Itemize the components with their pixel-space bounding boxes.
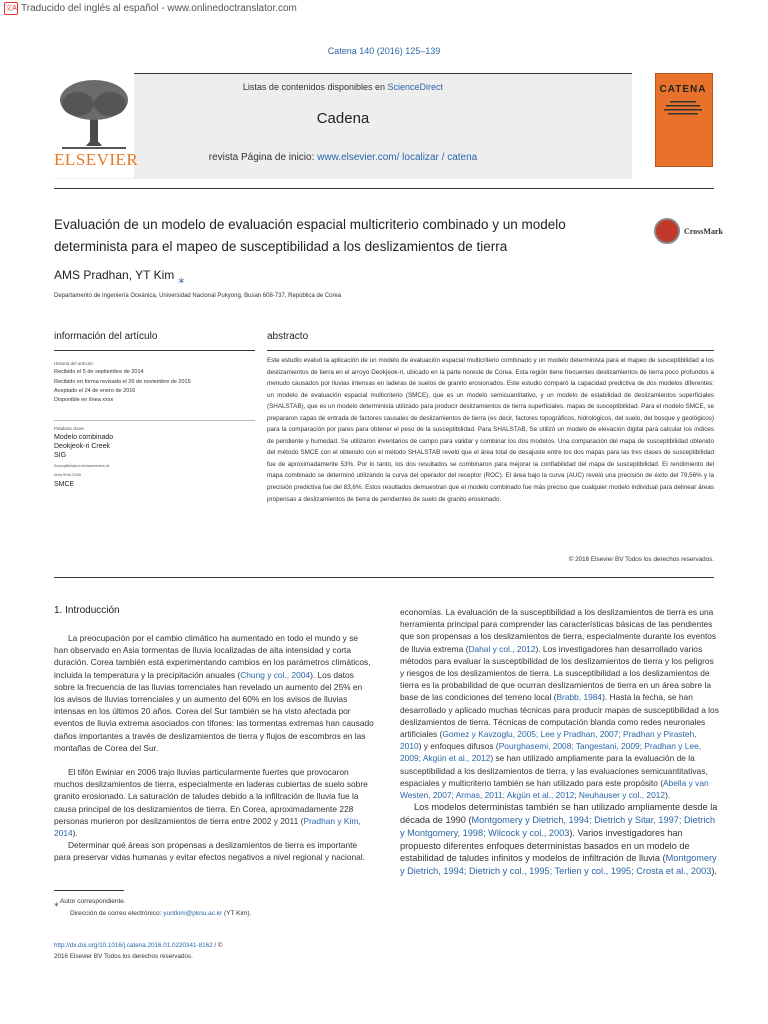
- email-prefix: Dirección de correo electrónico:: [70, 910, 164, 917]
- abstract-heading: abstracto: [267, 331, 309, 342]
- citation-link[interactable]: Chung y col., 2004: [240, 669, 311, 680]
- journal-name: Cadena: [316, 110, 370, 127]
- paragraph: [400, 606, 720, 801]
- history-received: Recibido el 5 de septiembre de 2014: [54, 369, 144, 376]
- history-revised: Recibido en forma revisada el 26 de noviembre de 2015: [54, 378, 191, 385]
- author-names: AMS Pradhan, YT Kim: [54, 268, 175, 282]
- text-run: ). Hasta la fecha, se han desarrollado y aplicado muchas técnicas para producir mapas de susceptibilidad a los deslizamientos de tierra. Técnicas de computación blanda como redes neuronales artificiales (: [400, 692, 719, 740]
- keyword-note-2: tierra SHALSTAB: [54, 473, 81, 477]
- keywords-label: Palabras clave:: [54, 426, 85, 431]
- history-label: Historia del artículo:: [54, 361, 94, 366]
- keyword-note: Susceptibilidad a deslizamientos de: [54, 464, 110, 468]
- crossmark-label: CrossMark: [684, 226, 723, 236]
- paragraph: [54, 766, 374, 839]
- text-run: ) y enfoques difusos (: [418, 741, 499, 752]
- body-column-left: [54, 632, 374, 864]
- sciencedirect-link[interactable]: ScienceDirect: [387, 82, 444, 92]
- translator-bar[interactable]: [0, 0, 297, 16]
- footnote-divider: [54, 890, 124, 891]
- translator-bar-text: Traducido del inglés al español - www.onlinedoctranslator.com: [21, 2, 297, 14]
- corresponding-author-mark[interactable]: ⁎: [178, 272, 185, 286]
- body-divider: [54, 577, 714, 578]
- contents-prefix: Listas de contenidos disponibles en: [242, 82, 388, 92]
- article-history: [54, 359, 191, 405]
- introduction-heading: 1. Introducción: [54, 605, 120, 616]
- citation-link[interactable]: Pradhan y Kim, 2014: [54, 815, 361, 839]
- text-run: Los modelos deterministas también se han utilizado ampliamente desde la década de 1990 (: [400, 802, 718, 826]
- translate-icon: 文A: [4, 2, 18, 15]
- text-run: ). Varios investigadores han propuesto diferentes enfoques deterministas basados en un modelo de estabilidad de taludes infinitos y modelos de infiltración de lluvia (: [400, 827, 690, 864]
- keyword-item: Deokjeok-ri Creek: [54, 443, 111, 450]
- email-suffix: (YT Kim).: [222, 910, 252, 917]
- journal-reference[interactable]: Catena 140 (2016) 125–139: [327, 46, 441, 56]
- abstract-copyright: © 2016 Elsevier BV Todos los derechos reservados.: [568, 556, 714, 563]
- crossmark-icon: [654, 218, 680, 244]
- abstract-divider: [267, 350, 714, 351]
- homepage-link[interactable]: www.elsevier.com/ localizar / catena: [317, 152, 478, 163]
- article-info-heading: información del artículo: [54, 331, 158, 342]
- citation-link[interactable]: Montgomery y Dietrich, 1994; Dietrich y col., 1995; Terlien y col., 1995; Crosta et al., 2003: [400, 853, 717, 877]
- footnote: [54, 894, 251, 920]
- history-accepted: Aceptado el 24 de enero de 2016: [54, 387, 136, 394]
- header-divider: [54, 188, 714, 189]
- keywords: [54, 424, 113, 489]
- homepage-prefix: revista Página de inicio:: [208, 152, 318, 163]
- text-run: ) se han utilizado ampliamente para la evaluación de la susceptibilidad a los deslizamientos de tierra, y las evaluaciones semicuantitativas, espaciales y multicriterio también se han utilizado para este propósito (: [400, 753, 708, 788]
- keyword-item: Modelo combinado: [54, 434, 114, 441]
- article-info-divider: [54, 350, 255, 351]
- paragraph: [400, 801, 720, 878]
- cover-title: CATENA: [659, 84, 707, 95]
- doi-copyright: 2016 Elsevier BV Todos los derechos reservados.: [54, 952, 193, 960]
- text-run: El tifón Ewiniar en 2006 trajo lluvias particularmente fuertes que provocaron muchos deslizamientos de tierra, especialmente en laderas cubiertas de suelo sobre granito erosionado. La saturación de taludes debido a la infiltración de lluvia fue la causa principal de los deslizamientos de tierra. En Corea, aproximadamente 228 personas murieron por deslizamientos de tierra entre 2002 y 2011 (: [54, 767, 368, 826]
- keywords-divider: [54, 420, 255, 421]
- citation-link[interactable]: Brabb, 1984: [556, 692, 603, 703]
- footnote-text: Autor correspondiente.: [59, 898, 126, 905]
- citation-link[interactable]: Gomez y Kavzoglu, 2005; Lee y Pradhan, 2007; Pradhan y Pirasteh, 2010: [400, 729, 697, 752]
- text-run: economías. La evaluación de la susceptibilidad a los deslizamientos de tierra es una herramienta principal para comprender las características básicas de las pendientes que son propensas a los deslizamientos de tierra, especialmente durante los eventos de lluvia extrema (: [400, 607, 717, 654]
- keyword-item: SMCE: [54, 481, 75, 488]
- affiliation: Departamento de Ingeniería Oceánica, Universidad Nacional Pukyong, Busan 608-737, República de Corea: [54, 293, 342, 299]
- contents-line: [54, 82, 632, 92]
- cover-text-lines: [662, 101, 704, 119]
- authors: [54, 268, 185, 286]
- text-run: La preocupación por el cambio climático ha aumentado en todo el mundo y se han observado en Asia tormentas de lluvia localizadas de alta intensidad y corta duración. Corea también está experimentando cambios en los parámetros climáticos, incluida la temperatura y la precipitación anuales (: [54, 633, 371, 680]
- email-link[interactable]: yuntkim@pknu.ac.kr: [163, 910, 223, 917]
- article-title: [54, 214, 614, 258]
- citation-link[interactable]: Montgomery y Dietrich, 1994; Dietrich y Sitar, 1997; Dietrich y Montgomery, 1998; Wilcock y col., 2003: [400, 815, 716, 838]
- text-run: ).: [665, 790, 671, 801]
- text-run: ). Los datos sobre la frecuencia de las lluvias torrenciales han revelado un aumento del 25% en los avisos de lluvias torrenciales y un aumento del 60% en los avisos de lluvias intensas en los últimos 20 años. Corea del Sur también se ha visto afectada por eventos de lluvia extrema asociados con tifones: las tormentas extremas han causado daños importantes a través de deslizamientos de tierra y flujos de escombros en las montañas de Corea del Sur.: [54, 669, 374, 753]
- citation-link[interactable]: Abella y van Westen, 2007; Armas, 2011; Akgün et al., 2012; Neuhauser y col., 2012: [400, 777, 709, 801]
- doi-block: [54, 941, 223, 962]
- history-online: Disponible en línea xxxx: [54, 397, 114, 404]
- citation-link[interactable]: Dahal y col., 2012: [468, 643, 536, 654]
- text-run: ).: [711, 866, 717, 877]
- abstract-text: Este estudio evaluó la aplicación de un modelo de evaluación espacial multicriterio combinado y un modelo determinista para el mapeo de susceptibilidad a los deslizamientos de tierra en el arroyo Deokjeok-ri, ubicado en la parte noreste de Corea. Esta región tiene frecuentes deslizamientos de tierra poco profundos a menudo causados por lluvias intensas en laderas de suelos de granito erosionados. Este estudio comparó la capacidad predictiva de dos modelos diferentes: un modelo de evaluación espacial multicriterio (SMCE), que es un modelo semicuantitativo, y un modelo de estabilidad de deslizamientos superficiales (SHALSTAB), que es un modelo determinista utilizado para producir deslizamientos de tierra superficiales. mapas de susceptibilidad. Para el modelo SMCE, se prepararon capas de entrada de factores causales de deslizamientos de tierra (es decir, factores topográficos, hidrológicos, del suelo, del bosque y geológicos) para la comparación por pares para obtener el peso de la susceptibilidad. Para SHALSTAB, Se utilizó un modelo de elevación digital para calcular los índices de pendiente y humedad. Se utilizaron inventarios de campo para validar y combinar los dos modelos. Una comparación del mapa de susceptibilidad obtenido del método SMCE con el obtenido con el método SHALSTAB reveló que el área total de desajuste entre los dos mapas para las tres clases de susceptibilidad fue de aproximadamente 53%. Por lo tanto, los dos resultados se combinaron para mejorar la confiabilidad del mapa de susceptibilidad. El rendimiento del mapa combinado se determinó utilizando la curva del operador del receptor (ROC). El área bajo la curva (AUC) reveló una precisión de éxito del 79,56% y la precisión predictiva fue del 83,6%. Estos resultados demuestran que el modelo combinado fue más preciso que cualquier modelo individual para delinear áreas propensas a deslizamientos de tierra de pendientes de suelo de granito erosionado.: [267, 357, 714, 503]
- text-run: ).: [72, 828, 78, 839]
- elsevier-wordmark: ELSEVIER: [54, 150, 139, 169]
- title-line-1: Evaluación de un modelo de evaluación espacial multicriterio combinado y un modelo: [54, 217, 566, 232]
- text-run: ). Los investigadores han desarrollado varios métodos para evaluar la susceptibilidad de los deslizamientos de tierra y los peligros y riesgos de los deslizamientos de tierra. La susceptibilidad a los deslizamientos de tierra es la probabilidad de que ocurran deslizamientos de tierra en un área sobre la base de las condiciones del terreno local (: [400, 643, 714, 703]
- title-line-2: determinista para el mapeo de susceptibilidad a los deslizamientos de tierra: [54, 239, 508, 254]
- keyword-item: SIG: [54, 452, 67, 459]
- doi-link[interactable]: http://dx.doi.org/10.1016/j.catena.2016.01.0220341-8162: [54, 942, 213, 949]
- journal-homepage: [54, 152, 632, 163]
- paragraph: Determinar qué áreas son propensas a deslizamientos de tierra es importante para preservar vidas humanas y evitar efectos negativos a nivel regional y nacional.: [54, 840, 365, 863]
- footnote-mark: ⁎: [54, 898, 59, 908]
- body-column-right: [400, 606, 720, 878]
- citation-link[interactable]: Pourghasemi, 2008; Tangestani, 2009; Pradhan y Lee, 2009; Akgün et al., 2012: [400, 741, 702, 764]
- crossmark-badge[interactable]: [654, 218, 744, 244]
- doi-suffix: / ©: [212, 942, 223, 949]
- paragraph: [54, 632, 374, 754]
